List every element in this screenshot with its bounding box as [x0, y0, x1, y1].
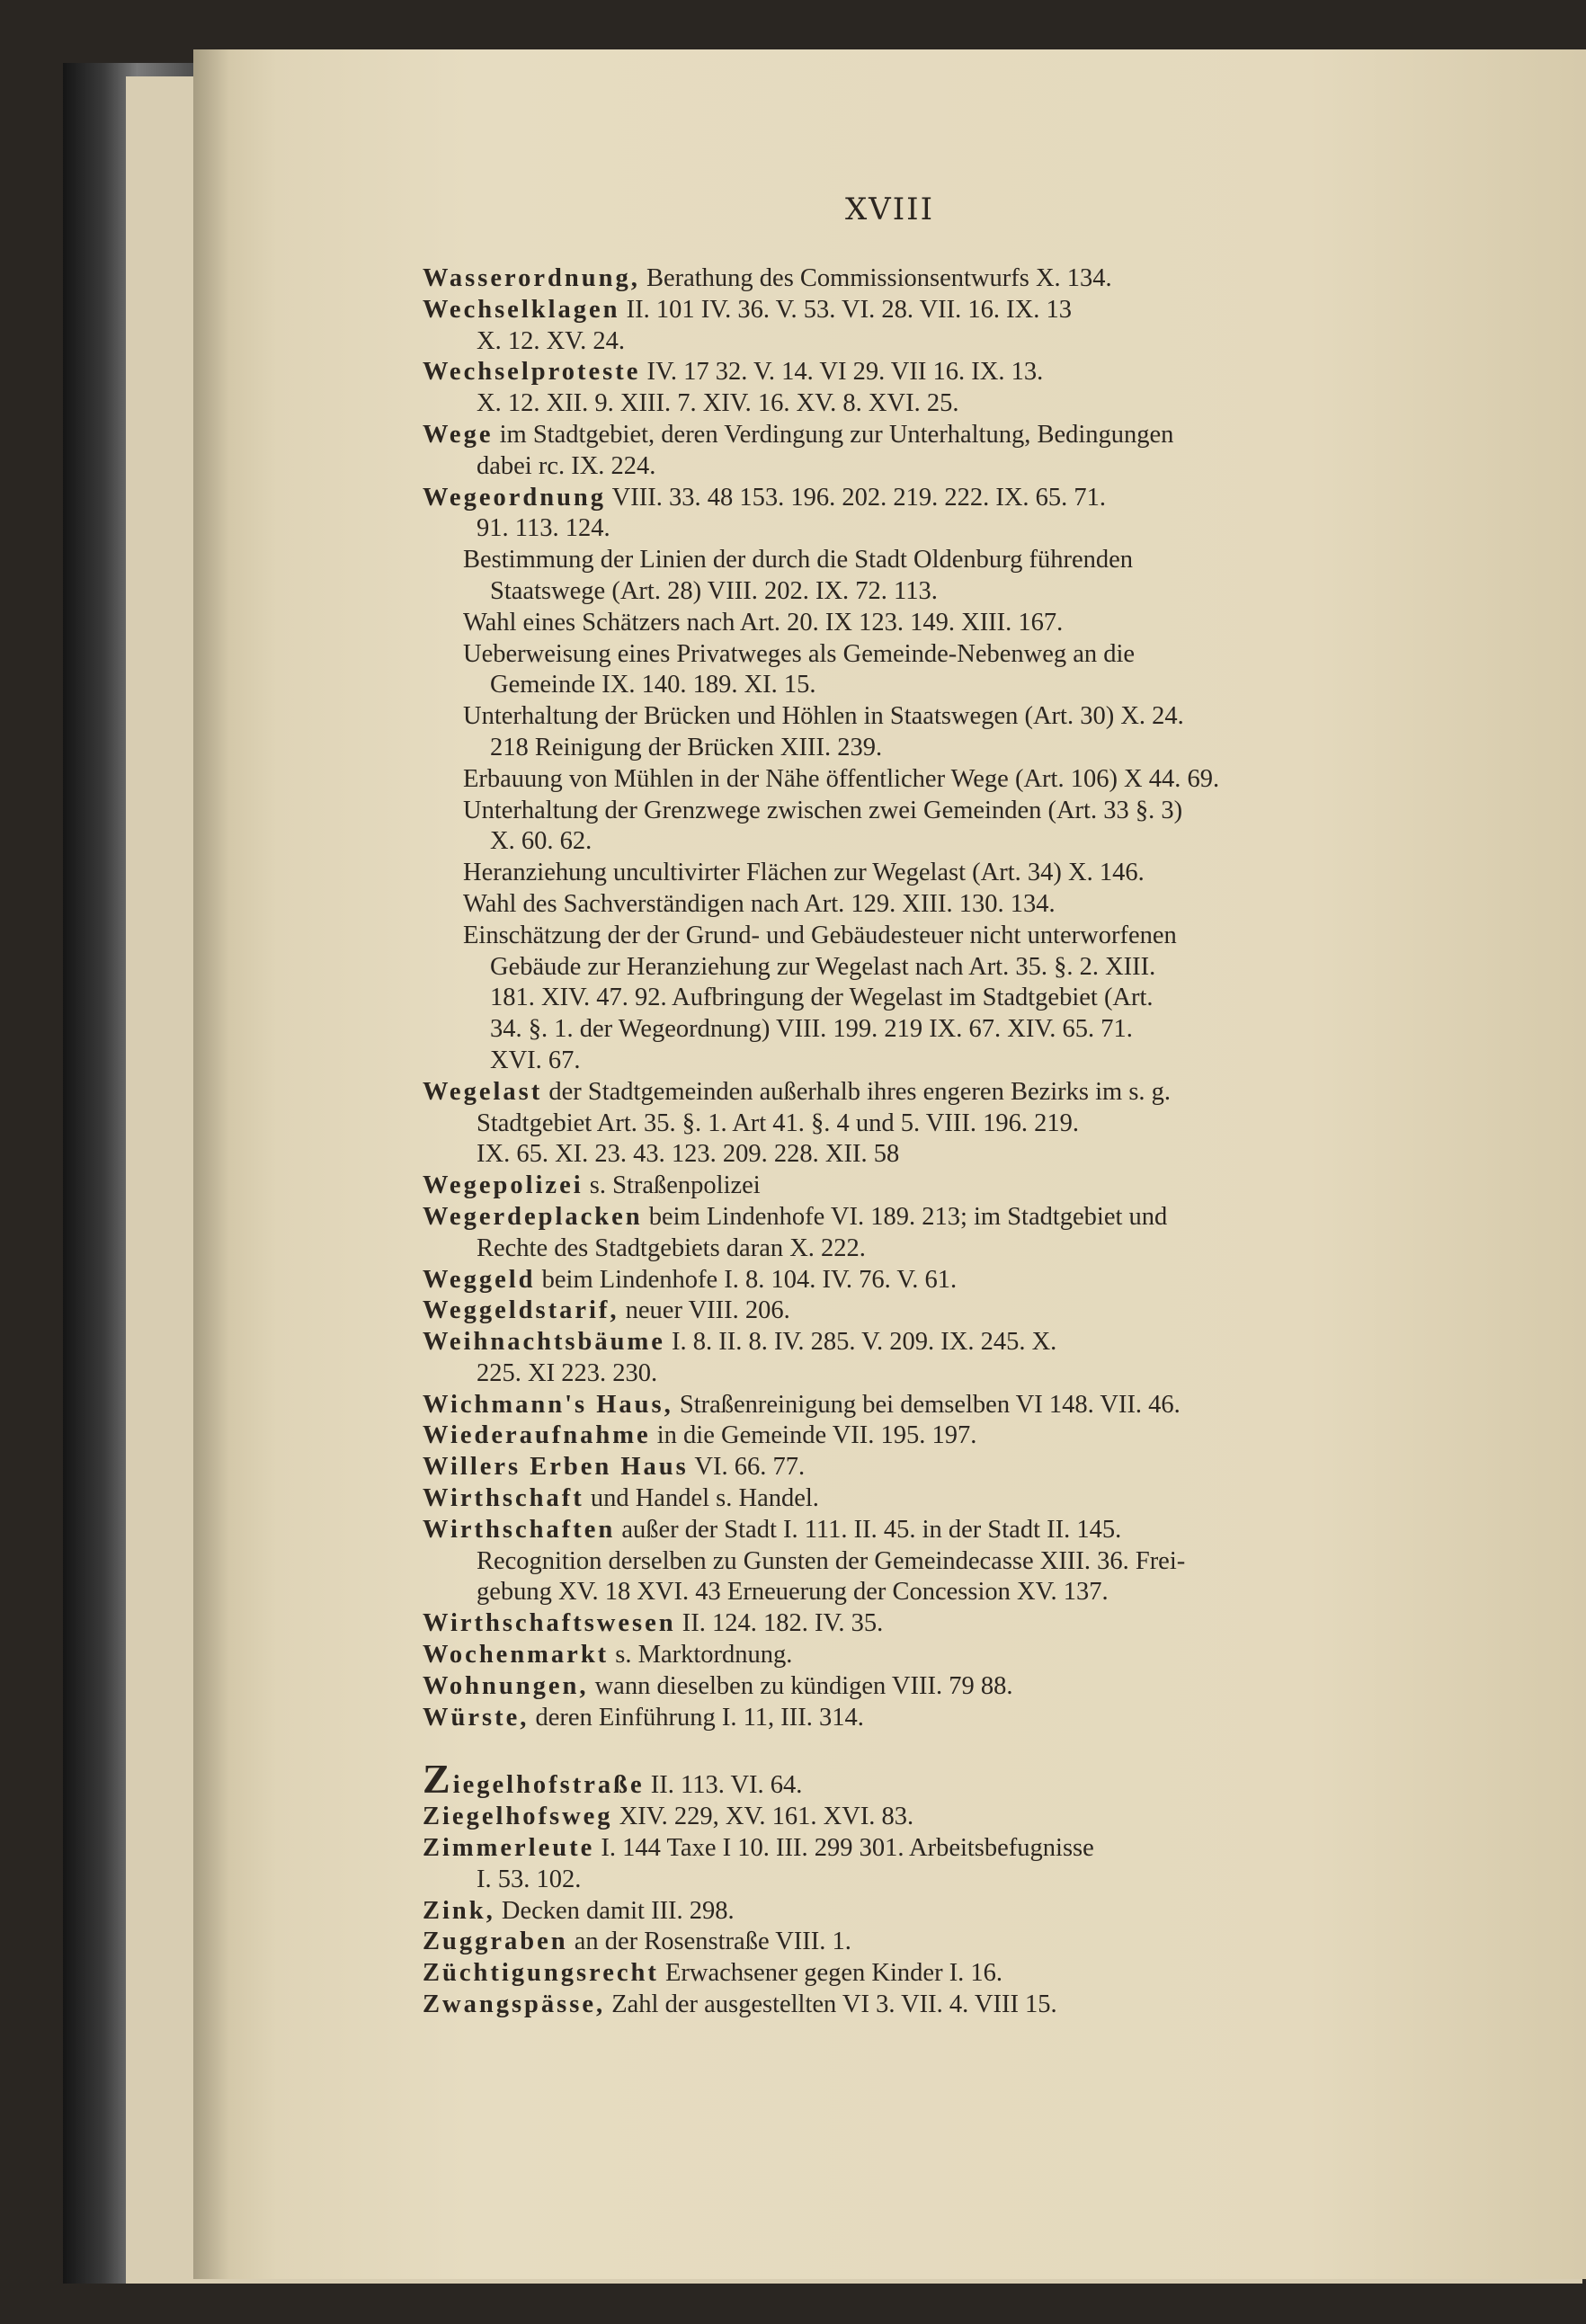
- index-entry: [423, 1327, 1586, 1390]
- entry-text: XIV. 229, XV. 161. XVI. 83.: [619, 1803, 914, 1831]
- entry-head: Zuggraben: [423, 1928, 568, 1956]
- entry-head: Würste,: [423, 1703, 530, 1732]
- index-subentry: [423, 608, 1586, 639]
- entry-head: Wichmann's Haus,: [423, 1390, 673, 1419]
- index-entry: [423, 1896, 1586, 1928]
- page-gutter-shadow: [193, 49, 229, 2279]
- subentry-text: Erbauung von Mühlen in der Nähe öffentlicher Wege (Art. 106) X 44. 69.: [463, 764, 1220, 793]
- entry-head: Wochenmarkt: [423, 1641, 610, 1670]
- entry-continuation: dabei rc. IX. 224.: [477, 451, 656, 480]
- index-subentry: [423, 796, 1586, 859]
- subentry-continuation: Staatswege (Art. 28) VIII. 202. IX. 72. 113.: [490, 576, 938, 605]
- entry-text: I. 8. II. 8. IV. 285. V. 209. IX. 245. X.: [672, 1328, 1057, 1357]
- index-subentry: [423, 639, 1586, 702]
- entry-text: VI. 66. 77.: [694, 1453, 806, 1482]
- subentry-text: Wahl des Sachverständigen nach Art. 129. XIII. 130. 134.: [463, 889, 1056, 918]
- entry-head: iegelhofstraße: [452, 1771, 645, 1800]
- index-entry: [423, 483, 1586, 546]
- index-entry: [423, 1990, 1586, 2021]
- entry-head: Wegepolizei: [423, 1171, 584, 1200]
- entry-head: Wegerdeplacken: [423, 1202, 643, 1231]
- entry-head: Weggeld: [423, 1265, 536, 1294]
- subentry-text: Ueberweisung eines Privatweges als Gemeinde-Nebenweg an die: [463, 639, 1136, 668]
- subentry-text: Einschätzung der der Grund- und Gebäudesteuer nicht unterworfenen: [463, 921, 1177, 949]
- entry-text: Erwachsener gegen Kinder I. 16.: [664, 1959, 1003, 1988]
- entry-continuation: I. 53. 102.: [477, 1865, 582, 1893]
- index-entry: [423, 1202, 1586, 1265]
- subentry-continuation: Gebäude zur Heranziehung zur Wegelast nach Art. 35. §. 2. XIII.: [490, 952, 1156, 981]
- entry-head: Zink,: [423, 1896, 495, 1925]
- index-entry: [423, 1927, 1586, 1958]
- entry-head: Wegelast: [423, 1077, 543, 1106]
- subentry-continuation: 218 Reinigung der Brücken XIII. 239.: [490, 733, 883, 761]
- subentry-text: Bestimmung der Linien der durch die Stadt Oldenburg führenden: [463, 546, 1134, 574]
- entry-head: Wirthschaftswesen: [423, 1609, 676, 1638]
- entry-continuation: X. 12. XII. 9. XIII. 7. XIV. 16. XV. 8. XVI. 25.: [477, 389, 959, 418]
- entry-text: Decken damit III. 298.: [501, 1896, 735, 1925]
- page-number: XVIII: [844, 191, 935, 227]
- index-subentry: [423, 889, 1586, 921]
- entry-continuation: 225. XI 223. 230.: [477, 1358, 658, 1387]
- index-entry: [423, 1171, 1586, 1202]
- entry-text: der Stadtgemeinden außerhalb ihres engeren Bezirks im s. g.: [548, 1077, 1172, 1106]
- index-entry: [423, 1958, 1586, 1990]
- index-entry: [423, 1833, 1586, 1896]
- index-entry: [423, 295, 1586, 358]
- entry-head: Zimmerleute: [423, 1834, 595, 1863]
- book-page: [193, 49, 1586, 2279]
- entry-head: Willers Erben Haus: [423, 1453, 689, 1482]
- entry-text: II. 124. 182. IV. 35.: [682, 1609, 884, 1638]
- index-subentry: [423, 701, 1586, 764]
- entry-head: Wohnungen,: [423, 1671, 589, 1700]
- entry-text: Berathung des Commissionsentwurfs X. 134.: [646, 264, 1112, 292]
- entry-text: I. 144 Taxe I 10. III. 299 301. Arbeitsbefugnisse: [601, 1834, 1094, 1863]
- entry-text: außer der Stadt I. 111. II. 45. in der Stadt II. 145.: [621, 1515, 1122, 1544]
- entry-head: Wirthschaften: [423, 1515, 616, 1544]
- entry-text: in die Gemeinde VII. 195. 197.: [656, 1421, 977, 1450]
- entry-text: s. Straßenpolizei: [589, 1171, 761, 1200]
- section-initial: Z: [423, 1756, 453, 1803]
- entry-head: Wegeordnung: [423, 483, 607, 512]
- index-subentry: [423, 921, 1586, 1077]
- entry-text: neuer VIII. 206.: [625, 1296, 790, 1325]
- entry-head: Wiederaufnahme: [423, 1421, 651, 1450]
- index-entry: [423, 1452, 1586, 1483]
- subentry-text: Unterhaltung der Grenzwege zwischen zwei Gemeinden (Art. 33 §. 3): [463, 796, 1183, 824]
- index-entry: [423, 1671, 1586, 1703]
- entry-text: und Handel s. Handel.: [590, 1484, 819, 1513]
- index-entry: [423, 1802, 1586, 1833]
- index-entries: [423, 263, 1586, 2021]
- entry-text: VIII. 33. 48 153. 196. 202. 219. 222. IX. 65. 71.: [611, 483, 1107, 512]
- index-subentry: [423, 764, 1586, 796]
- entry-text: II. 113. VI. 64.: [650, 1771, 803, 1800]
- entry-text: Zahl der ausgestellten VI 3. VII. 4. VIII 15.: [611, 1990, 1057, 2019]
- index-entry: [423, 1703, 1586, 1734]
- entry-text: beim Lindenhofe VI. 189. 213; im Stadtgebiet und: [648, 1202, 1168, 1231]
- index-entry: [423, 1077, 1586, 1171]
- subentry-text: Heranziehung uncultivirter Flächen zur Wegelast (Art. 34) X. 146.: [463, 859, 1145, 887]
- subentry-continuation: 34. §. 1. der Wegeordnung) VIII. 199. 219 IX. 67. XIV. 65. 71.: [490, 1015, 1133, 1044]
- entry-text: an der Rosenstraße VIII. 1.: [574, 1928, 851, 1956]
- index-entry: [423, 1483, 1586, 1515]
- subentry-text: Unterhaltung der Brücken und Höhlen in Staatswegen (Art. 30) X. 24.: [463, 702, 1184, 731]
- index-entry: [423, 1390, 1586, 1421]
- entry-continuation: X. 12. XV. 24.: [477, 326, 625, 355]
- entry-continuation: Recognition derselben zu Gunsten der Gemeindecasse XIII. 36. Frei-: [477, 1546, 1186, 1575]
- index-entry: [423, 1756, 1586, 1803]
- index-entry: [423, 1265, 1586, 1296]
- entry-head: Wege: [423, 420, 494, 449]
- index-entry: [423, 1608, 1586, 1640]
- index-entry: [423, 1515, 1586, 1608]
- subentry-continuation: 181. XIV. 47. 92. Aufbringung der Wegelast im Stadtgebiet (Art.: [490, 984, 1154, 1012]
- index-subentry: [423, 858, 1586, 889]
- entry-text: s. Marktordnung.: [615, 1641, 793, 1670]
- entry-continuation: 91. 113. 124.: [477, 514, 610, 543]
- index-entry: [423, 263, 1586, 295]
- subentry-continuation: Gemeinde IX. 140. 189. XI. 15.: [490, 671, 816, 699]
- entry-head: Weggeldstarif,: [423, 1296, 619, 1325]
- entry-head: Wechselklagen: [423, 295, 620, 324]
- section-gap: [423, 1733, 1586, 1764]
- entry-head: Wechselproteste: [423, 358, 641, 387]
- entry-continuation: Rechte des Stadtgebiets daran X. 222.: [477, 1233, 866, 1262]
- subentry-continuation: XVI. 67.: [490, 1046, 581, 1074]
- entry-continuation: IX. 65. XI. 23. 43. 123. 209. 228. XII. 58: [477, 1140, 900, 1169]
- entry-head: Ziegelhofsweg: [423, 1803, 613, 1831]
- entry-continuation: gebung XV. 18 XVI. 43 Erneuerung der Concession XV. 137.: [477, 1578, 1109, 1607]
- entry-head: Wirthschaft: [423, 1484, 584, 1513]
- entry-text: II. 101 IV. 36. V. 53. VI. 28. VII. 16. IX. 13: [626, 295, 1072, 324]
- entry-text: wann dieselben zu kündigen VIII. 79 88.: [594, 1671, 1013, 1700]
- entry-head: Wasserordnung,: [423, 264, 640, 292]
- subentry-text: Wahl eines Schätzers nach Art. 20. IX 123. 149. XIII. 167.: [463, 608, 1064, 637]
- entry-text: IV. 17 32. V. 14. VI 29. VII 16. IX. 13.: [646, 358, 1044, 387]
- entry-head: Zwangspässe,: [423, 1990, 606, 2019]
- entry-head: Züchtigungsrecht: [423, 1959, 659, 1988]
- index-entry: [423, 420, 1586, 483]
- index-entry: [423, 1296, 1586, 1327]
- entry-text: beim Lindenhofe I. 8. 104. IV. 76. V. 61.: [541, 1265, 958, 1294]
- subentry-continuation: X. 60. 62.: [490, 827, 593, 856]
- entry-continuation: Stadtgebiet Art. 35. §. 1. Art 41. §. 4 und 5. VIII. 196. 219.: [477, 1109, 1079, 1137]
- entry-text: deren Einführung I. 11, III. 314.: [535, 1703, 864, 1732]
- entry-text: Straßenreinigung bei demselben VI 148. VII. 46.: [679, 1390, 1181, 1419]
- index-subentry: [423, 545, 1586, 608]
- entry-text: im Stadtgebiet, deren Verdingung zur Unterhaltung, Bedingungen: [499, 420, 1174, 449]
- index-entry: [423, 357, 1586, 420]
- index-entry: [423, 1420, 1586, 1452]
- entry-head: Weihnachtsbäume: [423, 1328, 665, 1357]
- index-entry: [423, 1640, 1586, 1671]
